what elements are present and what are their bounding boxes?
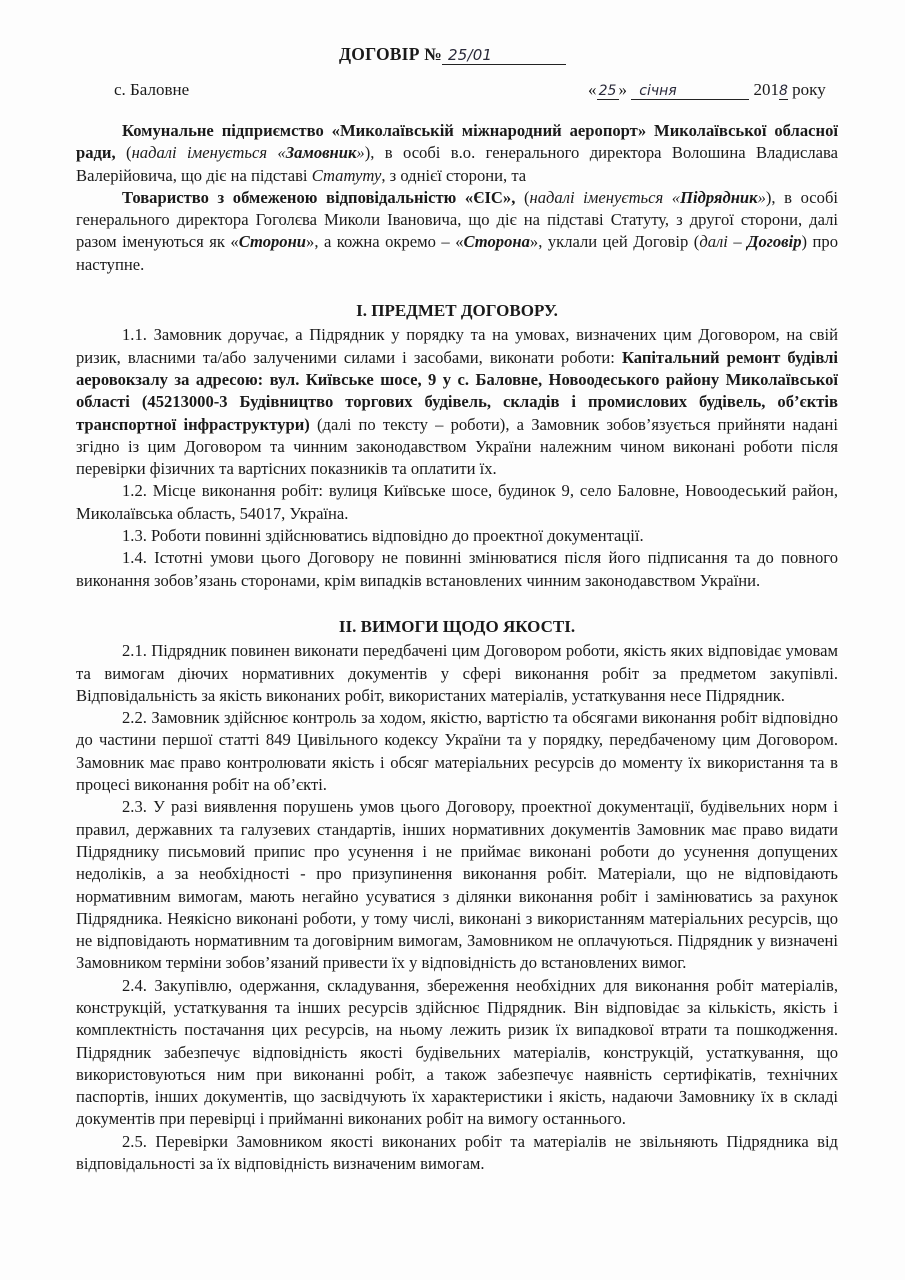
text-run: надалі іменується « bbox=[131, 143, 286, 163]
text-run: ), в особі в.о. генерального директора Волошина Владислава Валерійовича, що діє на підставі bbox=[76, 143, 838, 185]
text-run: 1.1. Замовник доручає, а Підрядник у порядку та на умовах, визначених цим Договором, на свій ризик, власними та/або залученими силами і засобами, виконати роботи: bbox=[76, 325, 838, 367]
text-run: », а кожна окремо – « bbox=[306, 232, 464, 252]
section-heading-2: ІІ. ВИМОГИ ЩОДО ЯКОСТІ. bbox=[338, 616, 576, 636]
text-run: » bbox=[757, 187, 766, 207]
text-run: ) про наступне. bbox=[76, 232, 839, 274]
clause-2-5: 2.5. Перевірки Замовником якості виконаних робіт та матеріалів не звільняють Підрядника від відповідальності за їх відповідність визначеним вимогам. bbox=[76, 1131, 838, 1174]
parties-term: Сторони bbox=[238, 232, 307, 252]
work-description: Капітальний ремонт будівлі аеровокзалу за адресою: вул. Київське шосе, 9 у с. Баловне, Новоодеського району Миколаївської області (45213000-3 Будівництво торгових будівель, складів і промислових будівель, об’єктів транспортної інфраструктури) bbox=[76, 347, 838, 434]
party1-alias: Замовник bbox=[285, 143, 357, 163]
preamble-party2 bbox=[76, 187, 838, 276]
section-heading-1: І. ПРЕДМЕТ ДОГОВОРУ. bbox=[356, 301, 558, 321]
text-run: (далі по тексту – роботи), а Замовник зобов’язується прийняти надані згідно із цим Договором та чинним законодавством України належним чином виконані роботи після перевірки фізичних та вартісних показників та оплатити їх. bbox=[76, 414, 839, 479]
preamble-party1 bbox=[76, 120, 838, 187]
text-run: далі – bbox=[699, 232, 748, 252]
date-year-digit-handwritten: 8 bbox=[779, 83, 788, 99]
contract-place: с. Баловне bbox=[114, 80, 190, 99]
text-run: », уклали цей Договір ( bbox=[529, 232, 700, 252]
clause-1-4: 1.4. Істотні умови цього Договору не повинні змінюватися після його підписання та до повного виконання зобов’язань сторонами, крім випадків встановлених чинним законодавством України. bbox=[76, 548, 838, 590]
contract-title bbox=[0, 44, 905, 65]
contract-date bbox=[588, 80, 826, 100]
party1-name: Комунальне підприємство «Миколаївській міжнародний аеропорт» Миколаївської обласної ради, bbox=[76, 121, 838, 163]
text-run: ), в особі генерального директора Гоголєва Миколи Івановича, що діє на підставі Статуту, з другої сторони, далі разом іменуються як « bbox=[76, 187, 839, 252]
contract-term: Договір bbox=[747, 232, 802, 252]
text-run: надалі іменується « bbox=[529, 187, 681, 207]
party-term: Сторона bbox=[463, 232, 530, 252]
party2-name: Товариство з обмеженою відповідальністю «ЄІС», bbox=[122, 187, 516, 207]
date-month-handwritten: січня bbox=[631, 84, 749, 100]
contract-number-handwritten: 25/01 bbox=[442, 47, 566, 65]
date-quote-close: » bbox=[618, 80, 627, 99]
text-run: Статуту bbox=[311, 165, 382, 185]
clause-1-1 bbox=[76, 324, 838, 480]
text-run: ( bbox=[115, 143, 132, 163]
clause-2-1: 2.1. Підрядник повинен виконати передбачені цим Договором роботи, якість яких відповідає умовам та вимогам діючих нормативних документів у сфері виконання робіт за предметом закупівлі. Відповідальність за якість виконаних робіт, використаних матеріалів, устаткування несе Підрядник. bbox=[76, 641, 838, 705]
clause-2-4: 2.4. Закупівлю, одержання, складування, збереження необхідних для виконання робіт матеріалів, конструкцій, устаткування та інших ресурсів здійснює Підрядник. Він відповідає за кількість, якість і комплектність постачання цих ресурсів, на ньому лежить ризик їх випадкової втрати та пошкодження. Підрядник забезпечує відповідність якості будівельних матеріалів, конструкцій, устаткування, що використовуються ним при виконанні робіт, а також забезпечує наявність сертифікатів, технічних паспортів, інших документів, що засвідчують їх характеристики і якість, надаючи Замовнику їх в складі документів при перевірці і прийманні виконаних робіт на вимогу останнього. bbox=[76, 975, 838, 1129]
text-run: » bbox=[356, 143, 365, 163]
date-day-handwritten: 25 bbox=[597, 84, 619, 100]
party2-alias: Підрядник bbox=[680, 187, 758, 207]
clause-1-2: 1.2. Місце виконання робіт: вулиця Київське шосе, будинок 9, село Баловне, Новоодеський район, Миколаївська область, 54017, Україна. bbox=[76, 481, 838, 523]
text-run: , з однієї сторони, та bbox=[381, 165, 527, 185]
clause-2-3: 2.3. У разі виявлення порушень умов цього Договору, проектної документації, будівельних норм і правил, державних та галузевих стандартів, інших нормативних документів Замовник має право видати Підряднику письмовий припис про усунення і не приймає виконані роботи до усунення допущених недоліків, а за необхідності - про призупинення виконання робіт. Матеріали, що не відповідають нормативним вимогам, мають негайно усуватися з ділянки виконання робіт і замінюватись за рахунок Підрядника. Неякісно виконані роботи, у тому числі, виконані з використанням матеріальних ресурсів, що не відповідають нормативним та договірним вимогам, Замовником не оплачуються. Підрядник у визначені Замовником терміни зобов’язаний привести їх у відповідність до встановлених вимог. bbox=[76, 797, 838, 973]
contract-body bbox=[76, 120, 838, 1175]
date-year-prefix: 201 bbox=[753, 80, 779, 99]
clause-1-3: 1.3. Роботи повинні здійснюватись відповідно до проектної документації. bbox=[122, 526, 644, 546]
text-run: ( bbox=[515, 187, 530, 207]
clause-2-2: 2.2. Замовник здійснює контроль за ходом, якістю, вартістю та обсягами виконання робіт відповідно до частини першої статті 849 Цивільного кодексу України та у порядку, передбаченому цим Договором. Замовник має право контролювати якість і обсяг матеріальних ресурсів до моменту їх використання та в процесі виконання робіт на об’єкті. bbox=[76, 708, 838, 795]
date-quote-open: « bbox=[588, 80, 597, 99]
contract-title-text: ДОГОВІР № bbox=[339, 44, 442, 64]
date-year-suffix: року bbox=[787, 80, 826, 99]
